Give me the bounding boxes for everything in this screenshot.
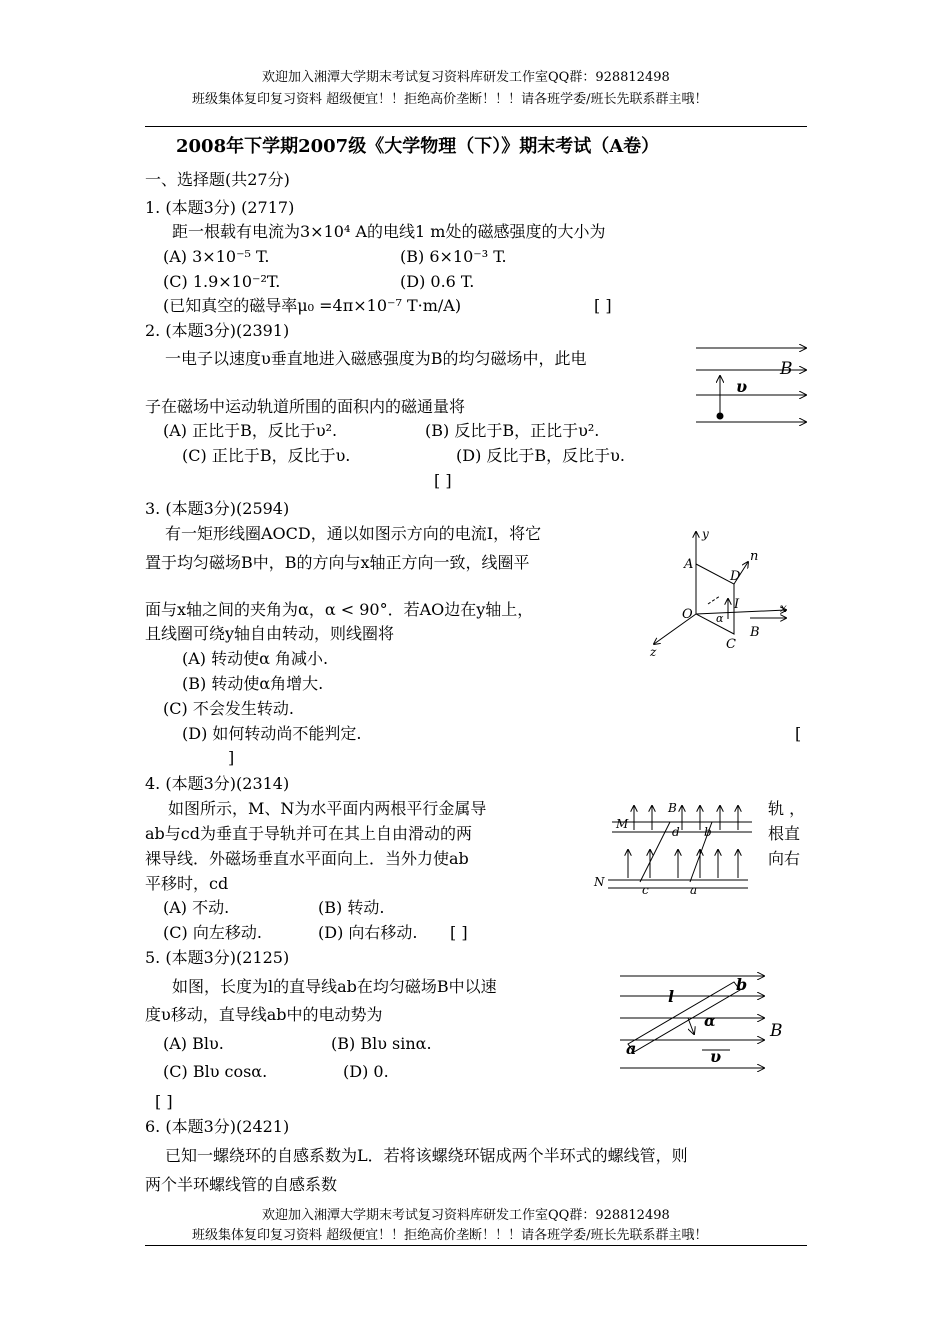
header-rule — [145, 126, 807, 127]
q4-stem-4: 平移时，cd — [145, 874, 229, 893]
q1-option-b: (B) 6×10⁻³ T. — [400, 247, 507, 266]
angle-arrow — [688, 1018, 694, 1034]
q2-heading: 2. (本题3分)(2391) — [145, 321, 290, 340]
q1-answer-bracket: [ ] — [594, 296, 612, 315]
q4-stem-right-1: 轨 ， — [768, 799, 806, 818]
q3-stem-2: 置于均匀磁场B中，B的方向与x轴正方向一致，线圈平 — [145, 553, 530, 572]
point-label-c: C — [726, 637, 736, 652]
q3-stem-1: 有一矩形线圈AOCD，通以如图示方向的电流I，将它 — [165, 524, 542, 543]
q1-stem: 距一根载有电流为3×10⁴ A的电线1 m处的磁感强度的大小为 — [172, 222, 606, 241]
q4-stem-2: ab与cd为垂直于导轨并可在其上自由滑动的两 — [145, 824, 472, 843]
x-axis — [696, 610, 786, 614]
q4-answer-bracket: [ ] — [450, 923, 468, 942]
q2-answer-bracket: [ ] — [434, 471, 452, 490]
angle-label-alpha: α — [716, 612, 724, 625]
q2-stem-1: 一电子以速度υ垂直地进入磁感强度为B的均匀磁场中，此电 — [165, 349, 587, 368]
q5-option-d: (D) 0. — [343, 1062, 389, 1081]
footer-line-2: 班级集体复印复习资料 超级便宜！！拒绝高价垄断！！！请各班学委/班长先联系群主哦！ — [192, 1228, 708, 1243]
q4-heading: 4. (本题3分)(2314) — [145, 774, 290, 793]
point-label-a: a — [626, 1039, 637, 1058]
q4-option-b: (B) 转动. — [318, 898, 385, 917]
axis-label-z: z — [650, 645, 657, 659]
point-label-a: a — [690, 883, 698, 897]
q6-stem-2: 两个半环螺线管的自感系数 — [145, 1175, 338, 1194]
exam-title: 2008年下学期2007级《大学物理（下）》期末考试（A卷） — [176, 136, 660, 157]
q6-heading: 6. (本题3分)(2421) — [145, 1117, 290, 1136]
q3-bracket-left: [ — [795, 724, 802, 743]
q5-option-c: (C) Blυ cosα. — [163, 1062, 268, 1081]
q3-option-d: (D) 如何转动尚不能判定. — [182, 724, 362, 743]
q5-option-a: (A) Blυ. — [163, 1034, 224, 1053]
q1-option-d: (D) 0.6 T. — [400, 272, 475, 291]
rail-label-m: M — [616, 817, 629, 831]
q2-option-a: (A) 正比于B，反比于υ². — [163, 421, 338, 440]
q4-stem-3: 裸导线．外磁场垂直水平面向上．当外力使ab — [145, 849, 469, 868]
field-label-b: B — [668, 801, 677, 815]
q4-figure — [594, 800, 760, 896]
axis-label-x: x — [780, 601, 787, 615]
point-label-c: c — [642, 883, 649, 897]
normal-label-n: n — [750, 549, 759, 564]
point-label-o: O — [682, 607, 693, 622]
q3-figure — [648, 524, 798, 658]
q5-answer-bracket: [ ] — [155, 1092, 173, 1111]
q1-heading: 1. (本题3分) (2717) — [145, 198, 295, 217]
point-label-a: A — [684, 557, 694, 572]
wire-ab — [628, 982, 740, 1052]
header-line-2: 班级集体复印复习资料 超级便宜！！拒绝高价垄断！！！请各班学委/班长先联系群主哦！ — [192, 92, 708, 107]
point-label-b: b — [736, 975, 748, 994]
field-label-b: B — [780, 359, 793, 379]
q4-option-a: (A) 不动. — [163, 898, 230, 917]
q5-stem-2: 度υ移动，直导线ab中的电动势为 — [145, 1005, 383, 1024]
q3-bracket-right: ] — [228, 748, 235, 767]
q2-figure — [692, 340, 812, 432]
q4-option-c: (C) 向左移动. — [163, 923, 262, 942]
q1-option-a: (A) 3×10⁻⁵ T. — [163, 247, 270, 266]
footer-line-1: 欢迎加入湘潭大学期末考试复习资料库研发工作室QQ群：928812498 — [262, 1208, 670, 1223]
q1-note: (已知真空的磁导率μ₀ =4π×10⁻⁷ T·m/A) — [163, 296, 462, 315]
q4-stem-right-3: 向右 — [768, 849, 801, 868]
field-label-b: B — [770, 1021, 783, 1041]
q5-figure — [618, 968, 794, 1080]
q3-stem-4: 且线圈可绕y轴自由转动，则线圈将 — [145, 624, 395, 643]
footer-rule — [145, 1245, 807, 1246]
q3-stem-3: 面与x轴之间的夹角为α，α < 90°．若AO边在y轴上， — [145, 600, 534, 619]
q4-option-d: (D) 向右移动. — [318, 923, 418, 942]
rail-label-n: N — [594, 875, 605, 889]
point-label-b: b — [704, 825, 712, 839]
length-label-l: l — [668, 987, 675, 1006]
header-line-1: 欢迎加入湘潭大学期末考试复习资料库研发工作室QQ群：928812498 — [262, 70, 670, 85]
q5-stem-1: 如图，长度为l的直导线ab在均匀磁场B中以速 — [172, 977, 497, 996]
q2-option-b: (B) 反比于B，正比于υ². — [425, 421, 600, 440]
q5-heading: 5. (本题3分)(2125) — [145, 948, 290, 967]
q3-option-a: (A) 转动使α 角减小. — [182, 649, 329, 668]
dashed-line — [708, 596, 720, 604]
q6-stem-1: 已知一螺绕环的自感系数为L．若将该螺绕环锯成两个半环式的螺线管，则 — [165, 1146, 688, 1165]
q3-heading: 3. (本题3分)(2594) — [145, 499, 290, 518]
wire-cd — [640, 822, 670, 882]
current-label-i: I — [734, 597, 740, 612]
q3-option-b: (B) 转动使α角增大. — [182, 674, 324, 693]
q2-option-c: (C) 正比于B，反比于υ. — [182, 446, 351, 465]
field-label-b: B — [750, 625, 760, 640]
q3-option-c: (C) 不会发生转动. — [163, 699, 294, 718]
angle-label-alpha: α — [704, 1012, 716, 1030]
q1-option-c: (C) 1.9×10⁻²T. — [163, 272, 281, 291]
q4-stem-1: 如图所示，M、N为水平面内两根平行金属导 — [168, 799, 487, 818]
q5-option-b: (B) Blυ sinα. — [331, 1034, 432, 1053]
field-arrows — [628, 806, 738, 878]
point-label-d: d — [672, 825, 680, 839]
section-heading: 一、选择题(共27分) — [145, 170, 290, 189]
axis-label-y: y — [702, 527, 709, 541]
q4-stem-right-2: 根直 — [768, 824, 801, 843]
point-label-d: D — [730, 569, 741, 584]
velocity-label: υ — [710, 1047, 722, 1066]
q2-option-d: (D) 反比于B，反比于υ. — [456, 446, 625, 465]
q2-stem-2: 子在磁场中运动轨道所围的面积内的磁通量将 — [145, 397, 466, 416]
velocity-label: υ — [736, 377, 748, 396]
electron-dot — [717, 413, 724, 420]
